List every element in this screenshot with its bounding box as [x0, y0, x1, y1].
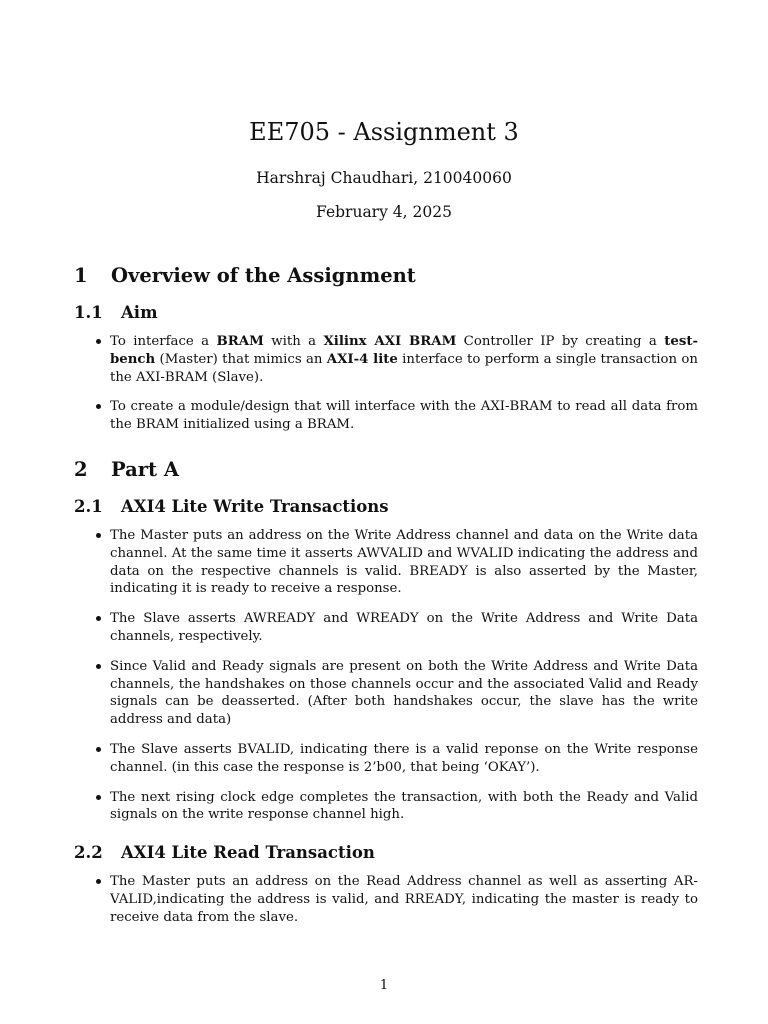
bullet-item — [96, 741, 698, 777]
aim-bullet-list — [96, 333, 698, 446]
write-transactions-bullet-list — [96, 527, 698, 836]
bold-term: Xilinx AXI BRAM — [323, 334, 457, 349]
subsection-title: AXI4 Lite Read Transaction — [121, 843, 375, 862]
bullet-text: The Master puts an address on the Write Address channel and data on the Write data channel. At the same time it asserts AWVALID and WVALID indicating the address and data on the respective channels is valid. BREADY is also asserted by the Master, indicating it is ready to receive a response. — [110, 528, 698, 597]
bullet-item — [96, 398, 698, 434]
read-transaction-bullet-list — [96, 873, 698, 938]
subsection-heading-write-transactions — [74, 497, 389, 516]
bullet-item — [96, 610, 698, 646]
section-title: Part A — [111, 458, 179, 481]
document-title: EE705 - Assignment 3 — [249, 118, 519, 146]
subsection-number: 1.1 — [74, 303, 103, 322]
bullet-text: To interface a — [110, 334, 217, 349]
bullet-dot-icon — [96, 664, 101, 669]
bullet-dot-icon — [96, 404, 101, 409]
bullet-item — [96, 527, 698, 598]
section-heading-part-a — [74, 458, 179, 481]
page-number: 1 — [379, 978, 389, 993]
bullet-item — [96, 658, 698, 729]
bullet-text: interface to perform a single transaction on the AXI-BRAM (Slave). — [110, 351, 698, 385]
bullet-text: (Master) that mimics an — [155, 351, 327, 367]
subsection-title: AXI4 Lite Write Transactions — [121, 497, 389, 516]
section-number: 1 — [74, 264, 88, 287]
bold-term: BRAM — [216, 334, 264, 349]
bullet-item — [96, 789, 698, 825]
bullet-dot-icon — [96, 747, 101, 752]
bullet-text: The Master puts an address on the Read Address channel as well as asserting AR-VALID,indicating the address is valid, and RREADY, indicating the master is ready to receive data from the slave. — [110, 874, 698, 925]
section-number: 2 — [74, 458, 88, 481]
bullet-text: Controller IP by creating a — [456, 334, 665, 349]
bold-term: AXI-4 lite — [326, 351, 398, 367]
subsection-heading-aim — [74, 303, 158, 322]
document-author: Harshraj Chaudhari, 210040060 — [256, 169, 512, 187]
bullet-text: The next rising clock edge completes the transaction, with both the Ready and Valid signals on the write response channel high. — [110, 789, 698, 823]
bullet-text: Since Valid and Ready signals are present on both the Write Address and Write Data channels, the handshakes on those channels occur and the associated Valid and Ready signals can be deasserted. (After both handshakes occur, the slave has the write address and data) — [110, 658, 698, 728]
bullet-dot-icon — [96, 616, 101, 621]
bullet-text: The Slave asserts AWREADY and WREADY on the Write Address and Write Data channels, respectively. — [110, 611, 698, 644]
subsection-heading-read-transaction — [74, 843, 375, 862]
bullet-text: with a — [263, 334, 324, 349]
subsection-number: 2.2 — [74, 843, 103, 862]
bold-term: test-bench — [110, 334, 698, 367]
bullet-dot-icon — [96, 339, 101, 344]
bullet-text: The Slave asserts BVALID, indicating there is a valid reponse on the Write response channel. (in this case the response is 2’b00, that being ‘OKAY’). — [110, 741, 698, 775]
subsection-number: 2.1 — [74, 497, 103, 516]
section-title: Overview of the Assignment — [111, 264, 416, 287]
document-date: February 4, 2025 — [316, 203, 452, 221]
bullet-dot-icon — [96, 533, 101, 538]
bullet-item — [96, 873, 698, 926]
bullet-dot-icon — [96, 879, 101, 884]
subsection-title: Aim — [121, 303, 158, 322]
bullet-dot-icon — [96, 795, 101, 800]
section-heading-overview — [74, 264, 416, 287]
bullet-text: To create a module/design that will interface with the AXI-BRAM to read all data from the BRAM initialized using a BRAM. — [110, 399, 698, 433]
bullet-item — [96, 333, 698, 386]
